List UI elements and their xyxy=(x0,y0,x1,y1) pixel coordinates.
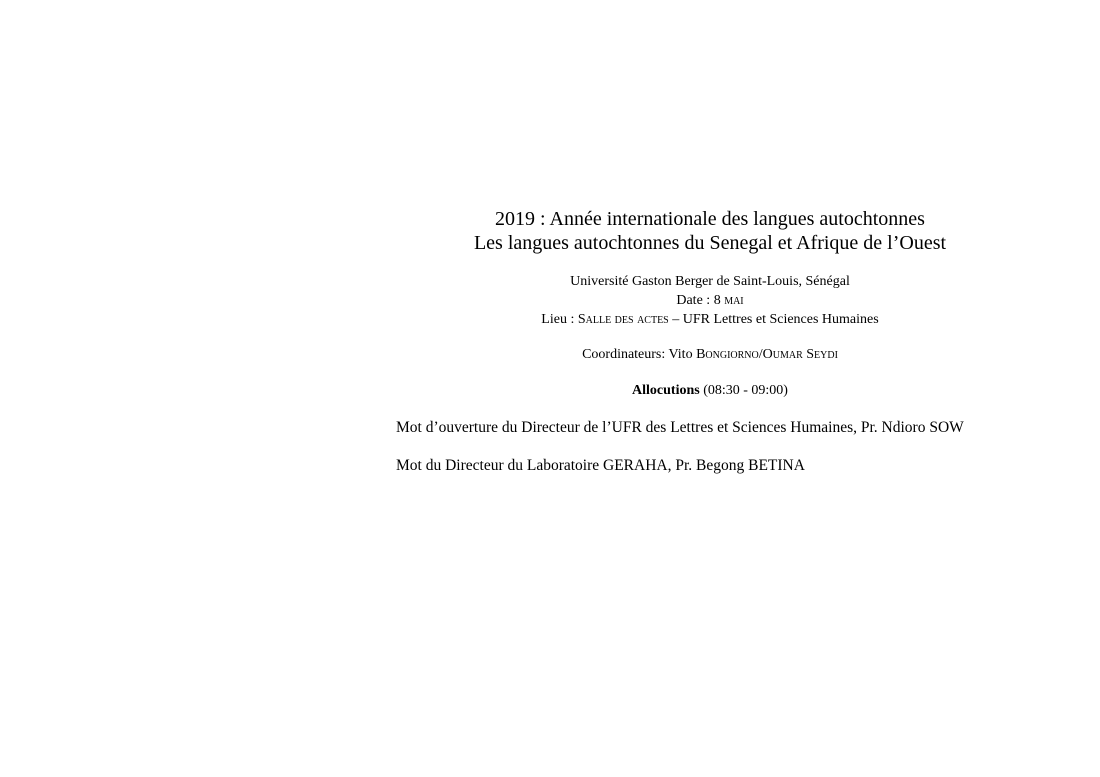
coordinator-name-1: Bongiorno xyxy=(696,347,759,362)
session-heading xyxy=(440,381,980,400)
coordinators-line xyxy=(440,345,980,364)
session-title: Allocutions xyxy=(632,383,700,398)
place-line xyxy=(440,310,980,329)
university-line: Université Gaston Berger de Saint-Louis, Sénégal xyxy=(570,274,850,289)
title-line-1: 2019 : Année internationale des langues autochtonnes xyxy=(495,208,925,230)
date-line xyxy=(440,291,980,310)
coordinator-name-2: Oumar Seydi xyxy=(762,347,838,362)
program-title xyxy=(440,207,980,255)
event-info xyxy=(440,272,980,329)
session-time: (08:30 - 09:00) xyxy=(699,383,788,398)
place-room: Salle des actes xyxy=(577,312,669,327)
speech-item: Mot d’ouverture du Directeur de l’UFR des Lettres et Sciences Humaines, Pr. Ndioro SOW xyxy=(396,419,964,436)
place-label: Lieu : xyxy=(541,312,578,327)
place-faculty: – UFR Lettres et Sciences Humaines xyxy=(668,312,879,327)
coordinator-separator: / xyxy=(758,347,763,362)
coordinators-label: Coordinateurs: Vito xyxy=(582,347,697,362)
speech-item: Mot du Directeur du Laboratoire GERAHA, Pr. Begong BETINA xyxy=(396,457,805,474)
title-line-2: Les langues autochtonnes du Senegal et Afrique de l’Ouest xyxy=(473,232,947,254)
date-label: Date : xyxy=(676,293,714,308)
date-value: 8 mai xyxy=(713,293,744,308)
